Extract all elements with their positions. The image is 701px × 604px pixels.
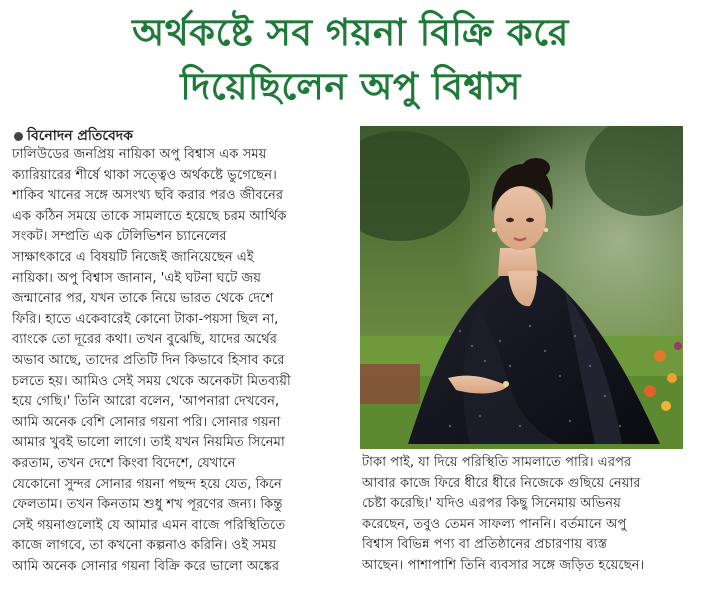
body-line: করেছেন, তবুও তেমন সাফল্য পাননি। বর্তমানে অপু	[362, 516, 627, 532]
body-line: করতাম, তখন দেশে কিংবা বিদেশে, যেখানে	[12, 455, 236, 471]
body-line: আছেন। পাশাপাশি তিনি ব্যবসার সঙ্গে জড়িত হয়েছেন।	[362, 557, 645, 573]
body-line: সংকট। সম্প্রতি এক টেলিভিশন চ্যানেলের	[12, 229, 227, 245]
headline-line-2: দিয়েছিলেন অপু বিশ্বাস	[180, 65, 521, 108]
body-line: ব্যাংকে তো দূরের কথা। তখন বুঝেছি, যাদের অর্থের	[12, 332, 278, 348]
bullet-icon	[14, 132, 23, 141]
body-line: ফিরি। হাতে একেবারেই কোনো টাকা-পয়সা ছিল না,	[12, 311, 279, 327]
article-body-left-column	[12, 145, 352, 577]
body-line: জন্মানোর পর, যখন তাকে নিয়ে ভারত থেকে দেশে	[12, 291, 274, 307]
body-line: আমি অনেক সোনার গয়না বিক্রি করে ভালো অঙ্কের	[12, 558, 280, 574]
body-line: সাক্ষাৎকারে এ বিষয়টি নিজেই জানিয়েছেন এই	[12, 249, 254, 265]
body-line: ক্যারিয়ারের শীর্ষে থাকা সত্ত্বেও অর্থকষ্টে ভুগেছেন।	[12, 167, 277, 183]
body-line: আমি অনেক বেশি সোনার গয়না পরি। সোনার গয়না	[12, 414, 281, 430]
body-line: নায়িকা। অপু বিশ্বাস জানান, 'এই ঘটনা ঘটে জয়	[12, 270, 262, 286]
body-line: আবার কাজে ফিরে ধীরে ধীরে নিজেকে গুছিয়ে নেয়ার	[362, 475, 641, 491]
body-line: অভাব আছে, তাদের প্রতিটি দিন কিভাবে হিসাব করে	[12, 352, 285, 368]
body-line: যেকোনো সুন্দর সোনার গয়না পছন্দ হয়ে যেত, কিনে	[12, 476, 282, 492]
body-line: আমার খুবই ভালো লাগে। তাই যখন নিয়মিত সিনেমা	[12, 435, 285, 451]
body-line: টাকা পাই, যা দিয়ে পরিস্থিতি সামলাতে পারি। এরপর	[362, 455, 632, 470]
body-line: ঢালিউডের জনপ্রিয় নায়িকা অপু বিশ্বাস এক সময়	[12, 147, 267, 162]
article-body-right-column	[362, 453, 692, 577]
body-line: হয়ে গেছি।' তিনি আরো বলেন, 'আপনারা দেখবেন,	[12, 394, 280, 410]
body-line: ফেলতাম। তখন কিনতাম শুধু শখ পূরণের জন্য। কিন্তু	[12, 497, 283, 513]
body-line: সেই গয়নাগুলোই যে আমার এমন বাজে পরিস্থিতিতে	[12, 517, 286, 533]
body-line: শাকিব খানের সঙ্গে অসংখ্য ছবি করার পরও জীবনের	[12, 188, 284, 204]
body-line: কাজে লাগবে, তা কখনো কল্পনাও করিনি। ওই সময়	[12, 538, 277, 554]
headline-line-1: অর্থকষ্টে সব গয়না বিক্রি করে	[132, 11, 569, 54]
byline-text: বিনোদন প্রতিবেদক	[27, 128, 133, 144]
headline	[0, 6, 701, 114]
body-line: বিশ্বাস বিভিন্ন পণ্য বা প্রতিষ্ঠানের প্রচারণায় ব্যস্ত	[362, 537, 608, 553]
actress-photo	[360, 126, 683, 449]
body-line: চলতে হয়। আমিও সেই সময় থেকে অনেকটা মিতব্যয়ী	[12, 373, 291, 389]
body-line: চেষ্টা করেছি।' যদিও এরপর কিছু সিনেমায় অভিনয়	[362, 496, 621, 512]
body-line: এক কঠিন সময়ে তাকে সামলাতে হয়েছে চরম আর্থিক	[12, 208, 287, 224]
